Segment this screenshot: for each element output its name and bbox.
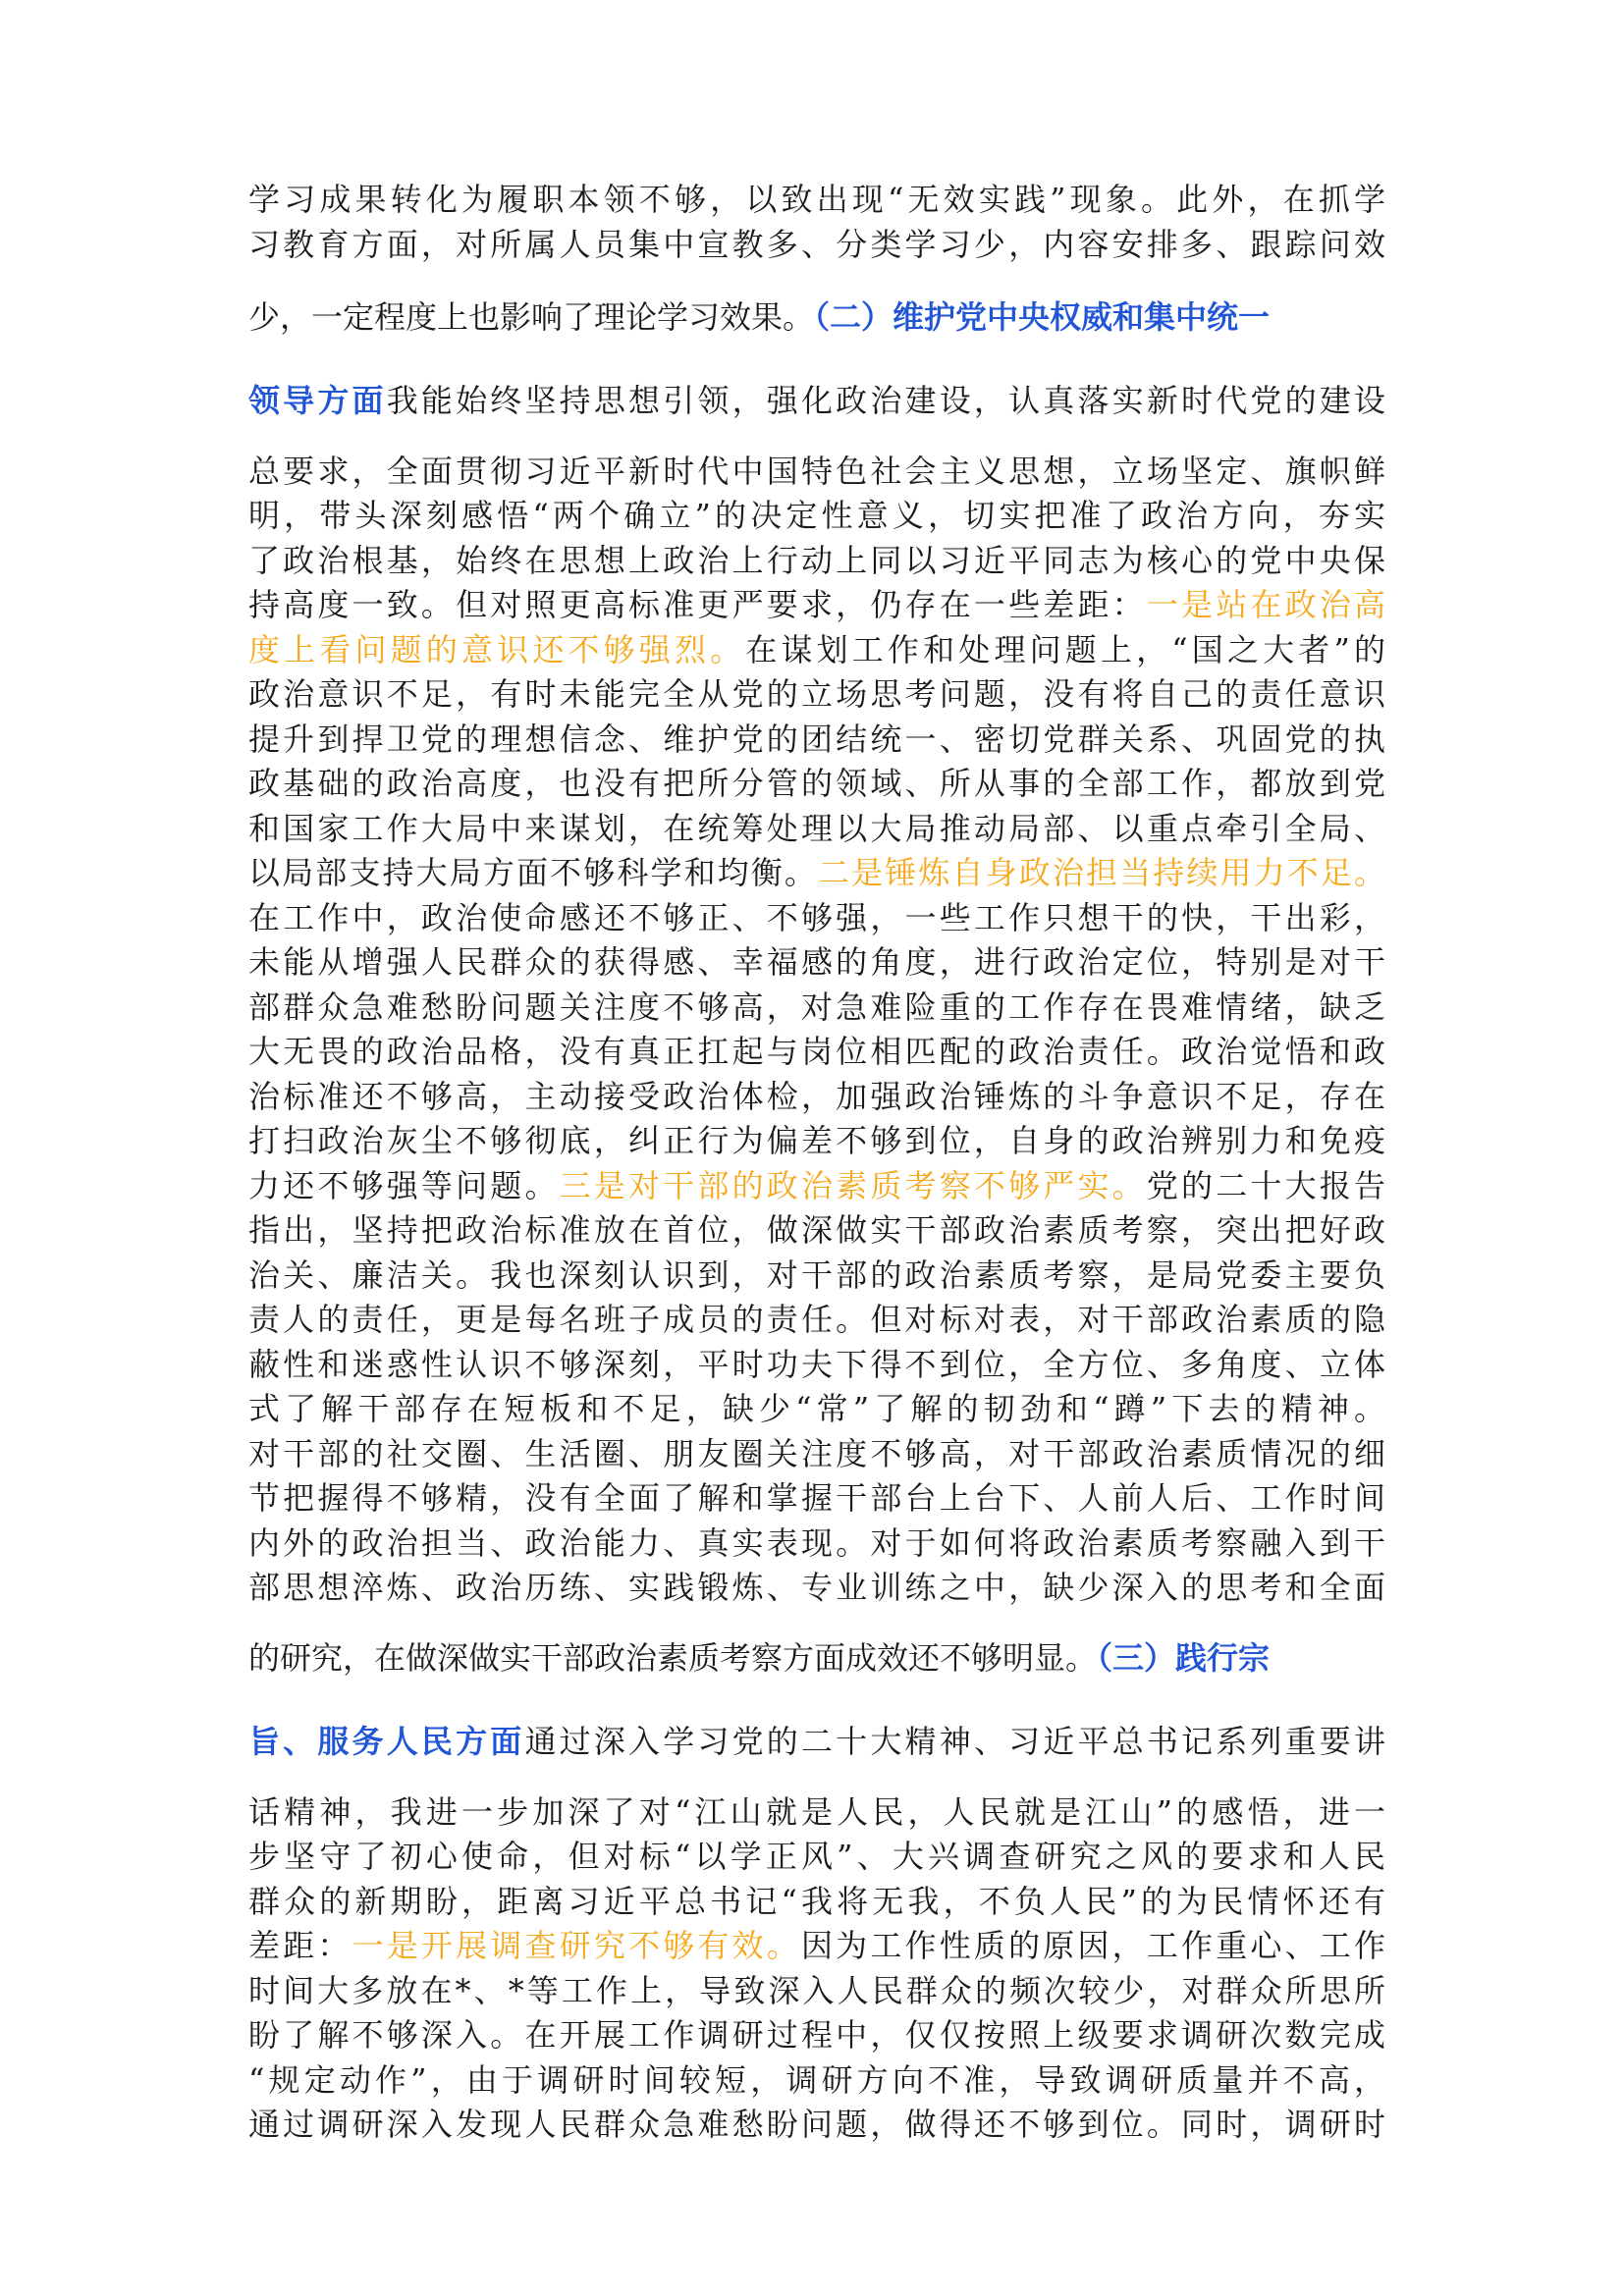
text-segment: 了政治根基，始终在思想上政治上行动上同以习近平同志为核心的党中央保 xyxy=(248,542,1385,579)
text-segment: 治标准还不够高，主动接受政治体检，加强政治锤炼的斗争意识不足，存在 xyxy=(248,1078,1385,1115)
body-text-line xyxy=(248,222,1385,267)
highlighted-point: 一是开展调查研究不够有效。 xyxy=(352,1927,801,1964)
text-segment: 责人的责任，更是每名班子成员的责任。但对标对表，对干部政治素质的隐 xyxy=(248,1301,1385,1338)
highlighted-point: 三是对干部的政治素质考察不够严实。 xyxy=(559,1167,1147,1204)
text-segment: 总要求，全面贯彻习近平新时代中国特色社会主义思想，立场坚定、旗帜鲜 xyxy=(248,453,1385,490)
body-text-line xyxy=(248,493,1385,538)
body-text-line xyxy=(248,582,1385,627)
text-segment: 群众的新期盼，距离习近平总书记“我将无我，不负人民”的为民情怀还有 xyxy=(248,1883,1385,1920)
body-text-line xyxy=(248,2057,1385,2103)
text-segment: 通过深入学习党的二十大精神、习近平总书记系列重要讲 xyxy=(524,1723,1385,1760)
text-segment: 盼了解不够深入。在开展工作调研过程中，仅仅按照上级要求调研次数完成 xyxy=(248,2016,1385,2054)
body-text-line xyxy=(248,1431,1385,1476)
section-heading: 旨、服务人民方面 xyxy=(248,1723,525,1760)
body-text-line xyxy=(248,294,1385,340)
body-text-line xyxy=(248,449,1385,494)
body-text-line xyxy=(248,806,1385,851)
body-text-line xyxy=(248,2012,1385,2057)
text-segment: 打扫政治灰尘不够彻底，纠正行为偏差不够到位，自身的政治辨别力和免疫 xyxy=(248,1122,1385,1159)
text-segment: 未能从增强人民群众的获得感、幸福感的角度，进行政治定位，特别是对干 xyxy=(248,943,1385,981)
body-text-line xyxy=(248,1207,1385,1253)
text-segment: 治关、廉洁关。我也深刻认识到，对干部的政治素质考察，是局党委主要负 xyxy=(248,1256,1385,1294)
body-text-line xyxy=(248,538,1385,583)
body-text-line xyxy=(248,939,1385,985)
text-segment: 对干部的社交圈、生活圈、朋友圈关注度不够高，对干部政治素质情况的细 xyxy=(248,1435,1385,1472)
text-segment: 差距： xyxy=(248,1927,352,1964)
body-text-line xyxy=(248,1029,1385,1074)
text-segment: 的研究，在做深做实干部政治素质考察方面成效还不够明显。 xyxy=(248,1639,1098,1677)
text-segment: 在工作中，政治使命感还不够正、不够强，一些工作只想干的快，干出彩， xyxy=(248,899,1385,936)
text-segment: 大无畏的政治品格，没有真正扛起与岗位相匹配的政治责任。政治觉悟和政 xyxy=(248,1033,1385,1070)
body-text-line xyxy=(248,1163,1385,1208)
body-text-line xyxy=(248,1923,1385,1968)
text-segment: 部群众急难愁盼问题关注度不够高，对急难险重的工作存在畏难情绪，缺乏 xyxy=(248,988,1385,1026)
section-heading: （三）践行宗 xyxy=(1097,1639,1271,1677)
body-text-line xyxy=(248,2102,1385,2147)
text-segment: 党的二十大报告 xyxy=(1146,1167,1385,1204)
body-text-line xyxy=(248,850,1385,895)
body-text-line xyxy=(248,177,1385,222)
text-segment: 以局部支持大局方面不够科学和均衡。 xyxy=(248,854,819,891)
body-text-line xyxy=(248,1386,1385,1431)
body-text-line xyxy=(248,1789,1385,1835)
text-segment: 通过调研深入发现人民群众急难愁盼问题，做得还不够到位。同时，调研时 xyxy=(248,2106,1385,2143)
body-text-line xyxy=(248,761,1385,806)
text-segment: 部思想淬炼、政治历练、实践锻炼、专业训练之中，缺少深入的思考和全面 xyxy=(248,1569,1385,1606)
text-segment: 政治意识不足，有时未能完全从党的立场思考问题，没有将自己的责任意识 xyxy=(248,675,1385,713)
text-segment: 政基础的政治高度，也没有把所分管的领域、所从事的全部工作，都放到党 xyxy=(248,765,1385,802)
body-text-line xyxy=(248,1118,1385,1163)
text-segment: 内外的政治担当、政治能力、真实表现。对于如何将政治素质考察融入到干 xyxy=(248,1524,1385,1562)
text-segment: 指出，坚持把政治标准放在首位，做深做实干部政治素质考察，突出把好政 xyxy=(248,1211,1385,1249)
text-segment: 提升到捍卫党的理想信念、维护党的团结统一、密切党群关系、巩固党的执 xyxy=(248,721,1385,758)
body-text-line xyxy=(248,1719,1385,1764)
body-text-line xyxy=(248,1521,1385,1566)
body-text-line xyxy=(248,1253,1385,1298)
body-text-line xyxy=(248,378,1385,423)
text-segment: 习教育方面，对所属人员集中宣教多、分类学习少，内容安排多、跟踪问效 xyxy=(248,226,1385,263)
body-text-line xyxy=(248,1297,1385,1342)
text-segment: 我能始终坚持思想引领，强化政治建设，认真落实新时代党的建设 xyxy=(386,382,1385,419)
text-segment: 在谋划工作和处理问题上，“国之大者”的 xyxy=(745,631,1385,668)
text-segment: 话精神，我进一步加深了对“江山就是人民，人民就是江山”的感悟，进一 xyxy=(248,1793,1385,1831)
text-segment: 少，一定程度上也影响了理论学习效果。 xyxy=(248,298,815,336)
body-text-line xyxy=(248,895,1385,940)
text-segment: 学习成果转化为履职本领不够，以致出现“无效实践”现象。此外，在抓学 xyxy=(248,181,1385,218)
body-text-line xyxy=(248,1968,1385,2013)
body-text-line xyxy=(248,1074,1385,1119)
text-segment: 力还不够强等问题。 xyxy=(248,1167,560,1204)
body-text-line xyxy=(248,1565,1385,1610)
body-text-line xyxy=(248,1834,1385,1879)
text-segment: 持高度一致。但对照更高标准更严要求，仍存在一些差距： xyxy=(248,586,1147,623)
section-heading: （二）维护党中央权威和集中统一 xyxy=(814,298,1271,336)
body-text-line xyxy=(248,717,1385,762)
text-segment: 因为工作性质的原因，工作重心、工作 xyxy=(800,1927,1385,1964)
body-text-line xyxy=(248,985,1385,1030)
body-text-line xyxy=(248,1342,1385,1387)
text-segment: 步坚守了初心使命，但对标“以学正风”、大兴调查研究之风的要求和人民 xyxy=(248,1838,1385,1875)
body-text-line xyxy=(248,1879,1385,1924)
text-segment: 明，带头深刻感悟“两个确立”的决定性意义，切实把准了政治方向，夯实 xyxy=(248,497,1385,534)
body-text-line xyxy=(248,1475,1385,1521)
highlighted-point: 一是站在政治高 xyxy=(1146,586,1385,623)
highlighted-point: 二是锤炼自身政治担当持续用力不足。 xyxy=(818,854,1385,891)
body-text-line xyxy=(248,1635,1385,1681)
section-heading: 领导方面 xyxy=(248,382,387,419)
text-segment: 蔽性和迷惑性认识不够深刻，平时功夫下得不到位，全方位、多角度、立体 xyxy=(248,1346,1385,1383)
text-segment: 节把握得不够精，没有全面了解和掌握干部台上台下、人前人后、工作时间 xyxy=(248,1479,1385,1517)
text-segment: “规定动作”，由于调研时间较短，调研方向不准，导致调研质量并不高， xyxy=(248,2061,1385,2099)
body-text-line xyxy=(248,671,1385,717)
text-segment: 式了解干部存在短板和不足，缺少“常”了解的韧劲和“蹲”下去的精神。 xyxy=(248,1390,1385,1427)
text-segment: 和国家工作大局中来谋划，在统筹处理以大局推动局部、以重点牵引全局、 xyxy=(248,810,1385,847)
highlighted-point: 度上看问题的意识还不够强烈。 xyxy=(248,631,746,668)
body-text-line xyxy=(248,627,1385,672)
text-segment: 时间大多放在*、*等工作上，导致深入人民群众的频次较少，对群众所思所 xyxy=(248,1972,1385,2009)
